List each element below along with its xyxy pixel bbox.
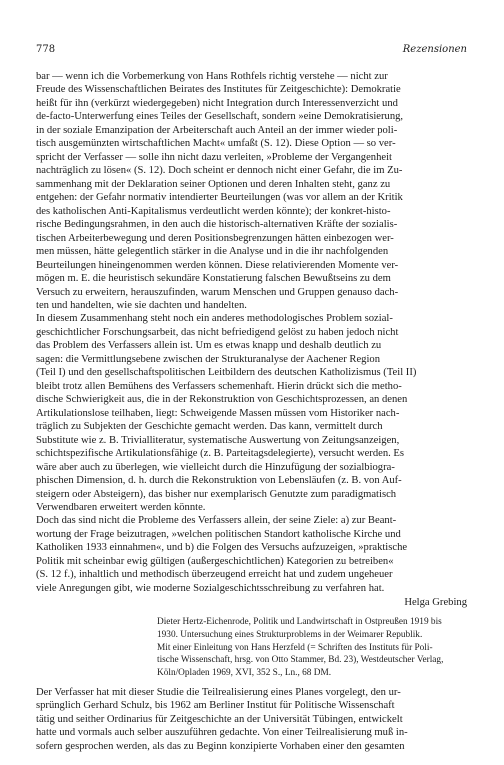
text-line: viele Anregungen gibt, wie moderne Sozialgeschichtsschreibung zu verfahren hat. bbox=[36, 582, 385, 594]
text-line: dische Schwierigkeit aus, die in der Rekonstruktion von Geschichtsprozessen, an denen bbox=[36, 394, 408, 406]
text-line: entgehen: der Gefahr normativ intendierter Beurteilungen (was vor allem an der Kritik bbox=[36, 192, 403, 204]
page-number: 778 bbox=[36, 44, 56, 55]
text-line: 1930. Untersuchung eines Strukturproblems in der Weimarer Republik. bbox=[157, 629, 423, 640]
text-line: Beurteilungen hineingenommen werden können. Diese relativierenden Momente ver- bbox=[36, 259, 399, 271]
text-line: spricht der Verfasser — solle ihn nicht dazu verleiten, »Probleme der Vergangenheit bbox=[36, 151, 392, 163]
text-line: des katholischen Anti-Kapitalismus verdeutlicht werden könnte); der konkret-histo- bbox=[36, 205, 391, 217]
reviewer-signature: Helga Grebing bbox=[404, 597, 467, 609]
text-line: tätig und seither Ordinarius für Zeitgeschichte an der Universität Tübingen, entwickelt bbox=[36, 713, 403, 725]
text-line: heißt für ihn (verkürzt wiedergegeben) nicht Integration durch Interessenverzicht und bbox=[36, 97, 398, 109]
text-line: Der Verfasser hat mit dieser Studie die Teilrealisierung eines Planes vorgelegt, den ur- bbox=[36, 686, 401, 698]
text-line: Freude des Wissenschaftlichen Beirates des Institutes für Zeitgeschichte): Demokratie bbox=[36, 84, 401, 96]
text-line: ten und handelten, wie sie dachten und handelten. bbox=[36, 299, 247, 311]
text-line: Doch das sind nicht die Probleme des Verfassers allein, der seine Ziele: a) zur Beant- bbox=[36, 515, 397, 527]
text-line: Dieter Hertz-Eichenrode, Politik und Landwirtschaft in Ostpreußen 1919 bis bbox=[157, 617, 442, 628]
text-line: hatte und vormals auch selber auszuführen gedachte. Von einer Teilrealisierung muß in- bbox=[36, 727, 408, 739]
running-head: Rezensionen bbox=[402, 44, 467, 55]
text-line: phischen Dimension, d. h. durch die Rekonstruktion von Lebensläufen (z. B. von Auf- bbox=[36, 475, 402, 487]
page-body bbox=[36, 70, 467, 753]
text-line: (Teil I) und den gesellschaftspolitischen Leitbildern des deutschen Katholizismus (Teil II) bbox=[36, 367, 417, 379]
text-line: das Problem des Verfassers allein ist. Um es etwas knapp und deshalb deutlich zu bbox=[36, 340, 382, 352]
text-line: (S. 12 f.), inhaltlich und methodisch überzeugend erreicht hat und zudem ungeheuer bbox=[36, 569, 393, 581]
text-line: träglich zu Subjekten der Geschichte gemacht werden. Das kann, vermittelt durch bbox=[36, 421, 383, 433]
text-line: Köln/Opladen 1969, XVI, 352 S., Ln., 68 DM. bbox=[157, 668, 332, 679]
text-line: bar — wenn ich die Vorbemerkung von Hans Rothfels richtig verstehe — nicht zur bbox=[36, 71, 388, 82]
text-line: Mit einer Einleitung von Hans Herzfeld (= Schriften des Instituts für Poli- bbox=[157, 642, 433, 653]
text-line: nachträglich zu lösen« (S. 12). Doch scheint er dennoch nicht einer Gefahr, die im Zu- bbox=[36, 165, 403, 177]
text-line: sagen: die Vermittlungsebene zwischen der Strukturanalyse der Aachener Region bbox=[36, 353, 380, 365]
text-line: sofern gesprochen werden, als das zu Beginn konzipierte Vorhaben einer den gesamten bbox=[36, 740, 405, 752]
text-line: Artikulationslose teilhaben, liegt: Schweigende Massen müssen vom Historiker nach- bbox=[36, 407, 400, 419]
book-citation bbox=[157, 616, 467, 679]
text-line: tischen Arbeiterbewegung und deren Positionsbegrenzungen hätten einbezogen wer- bbox=[36, 232, 394, 244]
text-line: Substitute wie z. B. Trivialliteratur, systematische Auswertung von Zeitungsanzeigen, bbox=[36, 434, 400, 446]
text-line: de-facto-Unterwerfung eines Teiles der Gesellschaft, sondern »eine Demokratisierung, bbox=[36, 111, 404, 123]
text-line: tische Wissenschaft, hrsg. von Otto Stammer, Bd. 23), Westdeutscher Verlag, bbox=[157, 655, 444, 666]
text-line: In diesem Zusammenhang steht noch ein anderes methodologisches Problem sozial- bbox=[36, 313, 393, 325]
review-text-1 bbox=[36, 70, 467, 595]
text-line: schichtspezifische Artikulationsfähige (z. B. Parteitagsdelegierte), versucht werden. Es bbox=[36, 448, 405, 460]
text-line: geschichtlicher Forschungsarbeit, das nicht befriedigend gelöst zu haben jedoch nicht bbox=[36, 326, 399, 338]
text-line: sammenhang mit der Deklaration seiner Optionen und deren Inhalten steht, ganz zu bbox=[36, 178, 391, 190]
text-line: steigern oder Absteigern), das bisher nur exemplarisch Genutzte zum paradigmatisch bbox=[36, 488, 397, 500]
page-header bbox=[36, 44, 467, 58]
text-line: Politik mit scheinbar ewig gültigen (außergeschichtlichen) Kategorien zu betreiben« bbox=[36, 555, 394, 567]
review-text-2 bbox=[36, 686, 467, 753]
text-line: Versuch zu erweitern, herauszufinden, warum Menschen und Gruppen genauso dach- bbox=[36, 286, 399, 298]
text-line: sprünglich Gerhard Schulz, bis 1962 am Berliner Institut für Politische Wissenschaft bbox=[36, 700, 395, 712]
text-line: Verwendbaren erweitert werden könnte. bbox=[36, 502, 206, 513]
text-line: tisch ausgemünzten wirtschaftlichen Macht« umfaßt (S. 12). Diese Option — so ver- bbox=[36, 138, 396, 150]
text-line: Katholiken 1933 einnahmen«, und b) die Folgen des Versuchs aufzuzeigen, »praktische bbox=[36, 542, 408, 554]
text-line: mögen m. E. die heuristisch sekundäre Konstatierung falschen Bewußtseins zu dem bbox=[36, 273, 391, 285]
text-line: in der soziale Emanzipation der Arbeiterschaft auch Anteil an der immer wieder poli- bbox=[36, 124, 398, 136]
text-line: wortung der Frage beizutragen, »welchen politischen Standort katholische Kirche und bbox=[36, 528, 401, 540]
text-line: bleibt trotz allen Bemühens des Verfassers schemenhaft. Hierin drückt sich die metho- bbox=[36, 380, 402, 392]
text-line: wäre aber auch zu überlegen, wie vielleicht durch die Hinzufügung der sozialbiogra- bbox=[36, 461, 395, 473]
text-line: men müssen, hätte gelegentlich stärker in die Analyse und in die ihr nachfolgenden bbox=[36, 246, 389, 258]
text-line: rische Bedingungsrahmen, in den auch die historisch-alternativen Kräfte der sozialis- bbox=[36, 219, 398, 231]
